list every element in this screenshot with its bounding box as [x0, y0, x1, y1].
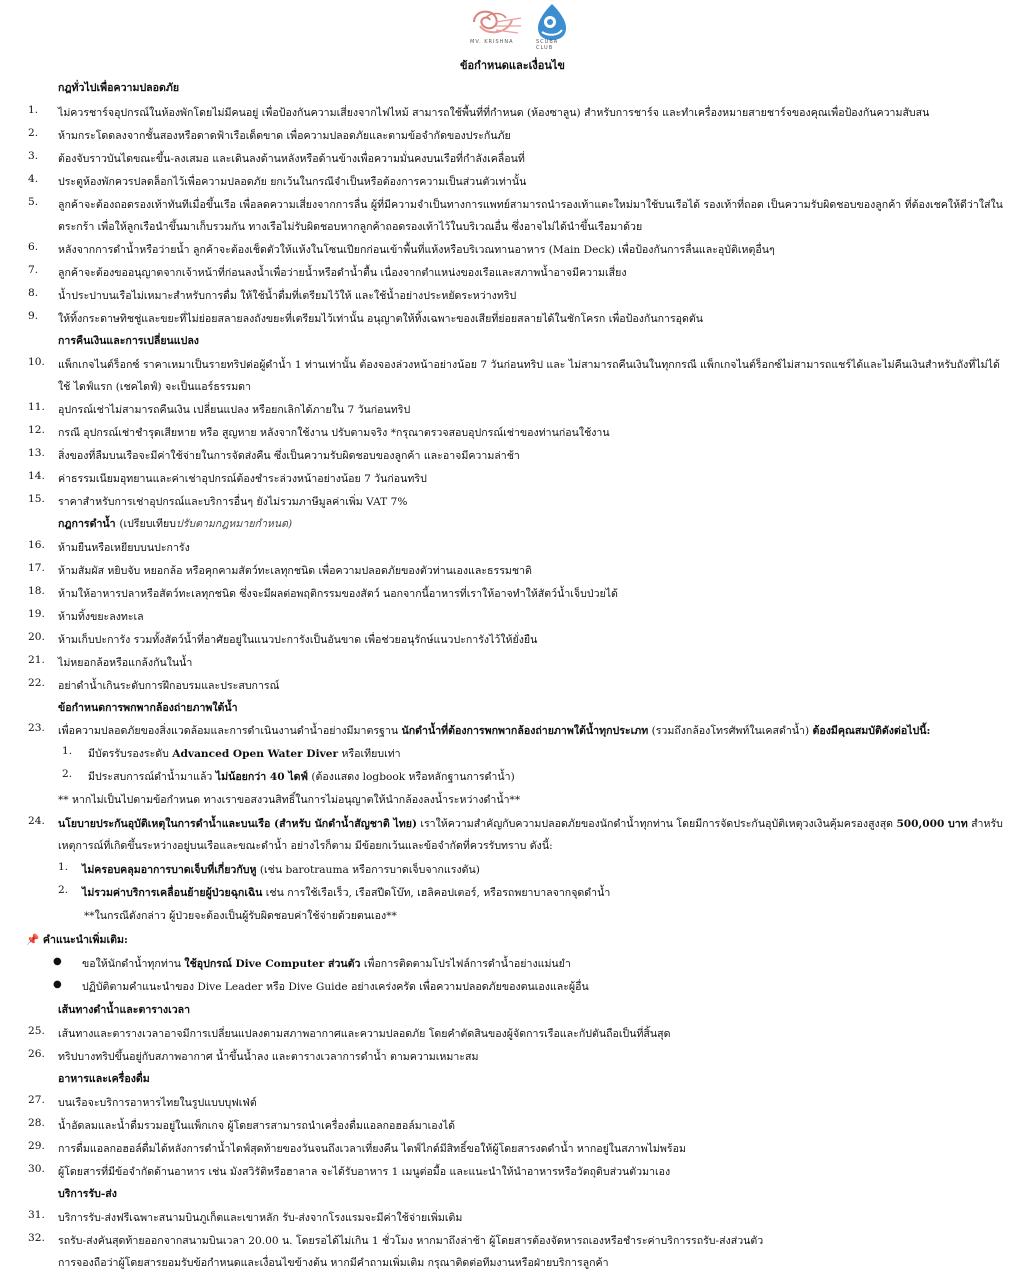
text-run: เช่น การใช้เรือเร็ว, เรือสปีดโบ๊ท, เฮลิคอปเตอร์, หรือรถพยาบาลจากจุดดำน้ำ [265, 887, 611, 899]
item-text: ห้ามกระโดดลงจากชั้นสองหรือดาดฟ้าเรือเด็ดขาด เพื่อความปลอดภัยและตามข้อจำกัดของประกันภัย [58, 130, 511, 142]
item-text: อุปกรณ์เช่าไม่สามารถคืนเงิน เปลี่ยนแปลง หรือยกเลิกได้ภายใน 7 วันก่อนทริป [58, 404, 411, 416]
item-text: เส้นทางและตารางเวลาอาจมีการเปลี่ยนแปลงตามสภาพอากาศและความปลอดภัย โดยคำตัดสินของผู้จัดการเรือและกัปตันถือเป็นที่สิ้นสุด [58, 1028, 671, 1040]
item-text: ห้ามสัมผัส หยิบจับ หยอกล้อ หรือคุกคามสัตว์ทะเลทุกชนิด เพื่อความปลอดภัยของตัวท่านเองและธรรมชาติ [58, 565, 532, 577]
item-text: บริการรับ-ส่งฟรีเฉพาะสนามบินภูเก็ตและเขาหลัก รับ-ส่งจากโรงแรมจะมีค่าใช้จ่ายเพิ่มเติม [58, 1212, 463, 1224]
item-text: กรณี อุปกรณ์เช่าชำรุดเสียหาย หรือ สูญหาย หลังจากใช้งาน ปรับตามจริง *กรุณาตรวจสอบอุปกรณ์เช่าของท่านก่อนใช้งาน [58, 427, 610, 439]
item-number: 30. [28, 1163, 45, 1175]
item-text: ลูกค้าจะต้องถอดรองเท้าทันทีเมื่อขึ้นเรือ เพื่อลดความเสี่ยงจากการลื่น ผู้ที่มีความจำเป็นทางการแพทย์สามารถนำรองเท้าแตะใหม่มาใช้บนเรือได้ รองเท้าที่ถอด เป็นความรับผิดชอบของลูกค้า ที่ต้องเชคให้ดีว่าใส่ใน [58, 199, 1003, 211]
item-number: 4. [28, 173, 39, 185]
section-heading-tips [26, 931, 128, 948]
item-number: 28. [28, 1117, 45, 1129]
text-run-bold: ใช้อุปกรณ์ Dive Computer ส่วนตัว [184, 958, 361, 970]
item-number: 26. [28, 1048, 45, 1060]
item-number: 13. [28, 447, 45, 459]
item-number: 11. [28, 401, 45, 413]
item-number: 5. [28, 196, 39, 208]
item-text: ห้ามให้อาหารปลาหรือสัตว์ทะเลทุกชนิด ซึ่งจะมีผลต่อพฤติกรรมของสัตว์ นอกจากนี้อาหารที่เราให้อาจทำให้สัตว์น้ำเจ็บป่วยได้ [58, 588, 618, 600]
item-number: 23. [28, 722, 45, 734]
text-run: เราให้ความสำคัญกับความปลอดภัยของนักดำน้ำทุกท่าน โดยมีการจัดประกันอุบัติเหตุวงเงินคุ้มครองสูงสุด [420, 818, 894, 830]
item-number: 31. [28, 1209, 45, 1221]
text-run: มีประสบการณ์ดำน้ำมาแล้ว [88, 771, 213, 783]
item-text: ห้ามทิ้งขยะลงทะเล [58, 611, 144, 623]
item-number: 22. [28, 677, 45, 689]
item-number: 10. [28, 356, 45, 368]
sub-item-number: 1. [58, 861, 69, 873]
item-text: หลังจากการดำน้ำหรือว่ายน้ำ ลูกค้าจะต้องเช็ดตัวให้แห้งในโซนเปียกก่อนเข้าพื้นที่แห้งหรือบริเวณทานอาหาร (Main Deck) เพื่อป้องกันการลื่นและอุบัติเหตุอื่นๆ [58, 244, 775, 256]
item-text: น้ำประปาบนเรือไม่เหมาะสำหรับการดื่ม ให้ใช้น้ำดื่มที่เตรียมไว้ให้ และใช้น้ำอย่างประหยัดระหว่างทริป [58, 290, 517, 302]
section-heading-camera: ข้อกำหนดการพกพากล้องถ่ายภาพใต้น้ำ [58, 702, 238, 714]
tips-heading-text: คำแนะนำเพิ่มเติม: [42, 934, 128, 946]
dive-rules-note: (เปรียบเทียบ [119, 518, 176, 530]
section-heading-route: เส้นทางดำน้ำและตารางเวลา [58, 1004, 191, 1016]
item-text-continued: ตระกร้า เพื่อให้ลูกเรือนำขึ้นมาเก็บรวมกัน ทางเรือไม่รับผิดชอบหากลูกค้าถอดรองเท้าไว้ในบริเวณอื่น ซึ่งอาจไม่ได้นำขึ้นเรือมาด้วย [58, 221, 643, 233]
sub-item-text [82, 884, 610, 901]
pushpin-icon: 📌 [26, 934, 40, 946]
item-number: 27. [28, 1094, 45, 1106]
item-text: แพ็กเกจไนต์ร็อกซ์ ราคาเหมาเป็นรายทริปต่อผู้ดำน้ำ 1 ท่านเท่านั้น ต้องจองล่วงหน้าอย่างน้อย 7 วันก่อนทริป และ ไม่สามารถคืนเงินในทุกกรณี แพ็กเกจไนต์ร็อกซ์ไม่สามารถแชร์ได้และไม่คืนเงินสำหรับถังที่ไม่ได้ [58, 359, 1000, 371]
item-text: สิ่งของที่ลืมบนเรือจะมีค่าใช้จ่ายในการจัดส่งคืน ซึ่งเป็นความรับผิดชอบของลูกค้า และอาจมีความล่าช้า [58, 450, 520, 462]
dive-rules-note-italic: ปรับตามกฎหมายกำหนด) [175, 518, 293, 530]
sub-item-number: 2. [58, 884, 69, 896]
section-heading-transfer: บริการรับ-ส่ง [58, 1188, 117, 1200]
item-text: ลูกค้าจะต้องขออนุญาตจากเจ้าหน้าที่ก่อนลงน้ำเพื่อว่ายน้ำหรือดำน้ำตื้น เนื่องจากตำแหน่งของเรือและสภาพน้ำอาจมีความเสี่ยง [58, 267, 627, 279]
sub-item-number: 2. [62, 768, 73, 780]
item-text: ไม่ควรชาร์จอุปกรณ์ในห้องพักโดยไม่มีคนอยู่ เพื่อป้องกันความเสี่ยงจากไฟไหม้ สามารถใช้พื้นที่ที่กำหนด (ห้องซาลูน) สำหรับการชาร์จ และทำเครื่องหมายสายชาร์จของคุณเพื่อป้องกันความสับสน [58, 107, 930, 119]
item-text: ไม่หยอกล้อหรือแกล้งกันในน้ำ [58, 657, 193, 669]
text-run: สำหรับ [971, 818, 1003, 830]
item-number: 14. [28, 470, 45, 482]
logo-text-right: SCUBA CLUB [536, 39, 559, 51]
item-text-continued: เหตุการณ์ที่เกิดขึ้นระหว่างอยู่บนเรือและขณะดำน้ำ อย่างไรก็ตาม มีข้อยกเว้นและข้อจำกัดที่ควรรับทราบ ดังนี้: [58, 840, 553, 852]
text-run-bold: ไม่น้อยกว่า 40 ไดฟ์ [215, 771, 309, 783]
text-run-bold: นโยบายประกันอุบัติเหตุในการดำน้ำและบนเรือ (สำหรับ นักดำน้ำสัญชาติ ไทย) [58, 818, 417, 830]
text-run-bold: นักดำน้ำที่ต้องการพกพากล้องถ่ายภาพใต้น้ำทุกประเภท [401, 725, 649, 737]
item-text: รถรับ-ส่งคันสุดท้ายออกจากสนามบินเวลา 20.00 น. โดยรอได้ไม่เกิน 1 ชั่วโมง หากมาถึงล่าช้า ผู้โดยสารต้องจัดหารถเองหรือชำระค่าบริการรถรับ-ส่งส่วนตัว [58, 1235, 764, 1247]
item-number: 2. [28, 127, 39, 139]
section-heading-refund: การคืนเงินและการเปลี่ยนแปลง [58, 335, 199, 347]
item-number: 25. [28, 1025, 45, 1037]
item-number: 20. [28, 631, 45, 643]
text-run: (เช่น barotrauma หรือการบาดเจ็บจากแรงดัน) [259, 864, 480, 876]
camera-note: ** หากไม่เป็นไปตามข้อกำหนด ทางเราขอสงวนสิทธิ์ในการไม่อนุญาตให้นำกล้องลงน้ำระหว่างดำน้ำ** [58, 794, 521, 806]
item-number: 12. [28, 424, 45, 436]
tip-text: ปฏิบัติตามคำแนะนำของ Dive Leader หรือ Dive Guide อย่างเคร่งครัด เพื่อความปลอดภัยของตนเองและผู้อื่น [82, 981, 589, 993]
item-number: 17. [28, 562, 45, 574]
item-text: ประตูห้องพักควรปลดล็อกไว้เพื่อความปลอดภัย ยกเว้นในกรณีจำเป็นหรือต้องการความเป็นส่วนตัวเท่านั้น [58, 176, 527, 188]
item-number: 15. [28, 493, 45, 505]
header-logos [462, 2, 574, 50]
item-text: ให้ทิ้งกระดาษทิชชู่และขยะที่ไม่ย่อยสลายลงถังขยะที่เตรียมไว้เท่านั้น อนุญาตให้ทิ้งเฉพาะของเสียที่ย่อยสลายได้ในชักโครก เพื่อป้องกันการอุดตัน [58, 313, 703, 325]
bullet-icon: ● [53, 956, 62, 967]
item-number: 6. [28, 241, 39, 253]
item-text: ทริปบางทริปขึ้นอยู่กับสภาพอากาศ น้ำขึ้นน้ำลง และตารางเวลาการดำน้ำ ตามความเหมาะสม [58, 1051, 479, 1063]
item-number: 16. [28, 539, 45, 551]
text-run: มีบัตรรับรองระดับ [88, 748, 169, 760]
item-text: บนเรือจะบริการอาหารไทยในรูปแบบบุฟเฟ่ต์ [58, 1097, 257, 1109]
text-run: เพื่อการติดตามโปรไฟล์การดำน้ำอย่างแม่นยำ [363, 958, 571, 970]
text-run-bold: ต้องมีคุณสมบัติดังต่อไปนี้: [812, 725, 931, 737]
sub-item-text [88, 768, 515, 785]
item-text: น้ำอัดลมและน้ำดื่มรวมอยู่ในแพ็กเกจ ผู้โดยสารสามารถนำเครื่องดื่มแอลกอฮอล์มาเองได้ [58, 1120, 456, 1132]
item-text: ค่าธรรมเนียมอุทยานและค่าเช่าอุปกรณ์ต้องชำระล่วงหน้าอย่างน้อย 7 วันก่อนทริป [58, 473, 427, 485]
section-heading-safety: กฎทั่วไปเพื่อความปลอดภัย [58, 82, 180, 94]
insurance-note: **ในกรณีดังกล่าว ผู้ป่วยจะต้องเป็นผู้รับผิดชอบค่าใช้จ่ายด้วยตนเอง** [84, 910, 397, 922]
item-number: 18. [28, 585, 45, 597]
text-run: ขอให้นักดำน้ำทุกท่าน [82, 958, 182, 970]
item-number: 19. [28, 608, 45, 620]
tip-text [82, 955, 571, 972]
item-number: 7. [28, 264, 39, 276]
text-run: (รวมถึงกล้องโทรศัพท์ในเคสดำน้ำ) [651, 725, 810, 737]
item-text: อย่าดำน้ำเกินระดับการฝึกอบรมและประสบการณ์ [58, 680, 280, 692]
text-run: (ต้องแสดง logbook หรือหลักฐานการดำน้ำ) [311, 771, 515, 783]
text-run-bold: ไม่ครอบคลุมอาการบาดเจ็บที่เกี่ยวกับหู [82, 864, 257, 876]
item-text: การดื่มแอลกอฮอล์ดื่มได้หลังการดำน้ำไดฟ์สุดท้ายของวันจนถึงเวลาเที่ยงคืน ไดฟ์ไกด์มีสิทธิ์ขอให้ผู้โดยสารงดดำน้ำ หากอยู่ในสภาพไม่พร้อม [58, 1143, 686, 1155]
item-text-continued: การจองถือว่าผู้โดยสารยอมรับข้อกำหนดและเงื่อนไขข้างต้น หากมีคำถามเพิ่มเติม กรุณาติดต่อทีมงานหรือฝ่ายบริการลูกค้า [58, 1257, 609, 1269]
item-text: ต้องจับราวบันไดขณะขึ้น-ลงเสมอ และเดินลงด้านหลังหรือด้านข้างเพื่อความมั่นคงบนเรือที่กำลังเคลื่อนที่ [58, 153, 525, 165]
sub-item-text [88, 745, 401, 762]
item-text-23 [58, 722, 930, 739]
sub-item-number: 1. [62, 745, 73, 757]
item-number: 8. [28, 287, 39, 299]
text-run-bold: Advanced Open Water Diver [172, 748, 339, 760]
scuba-club-logo-icon [532, 2, 572, 42]
sub-item-text [82, 861, 480, 878]
item-text-24 [58, 815, 1003, 832]
item-text: ผู้โดยสารที่มีข้อจำกัดด้านอาหาร เช่น มังสวิรัติหรือฮาลาล จะได้รับอาหาร 1 เมนูต่อมื้อ และแนะนำให้นำอาหารหรือวัตถุดิบส่วนตัวมาเอง [58, 1166, 671, 1178]
section-heading-food: อาหารและเครื่องดื่ม [58, 1073, 150, 1085]
logo-text-left: MV. KRISHNA [470, 39, 514, 45]
page-title: ข้อกำหนดและเงื่อนไข [460, 59, 565, 72]
dive-rules-heading-text: กฎการดำน้ำ [58, 518, 116, 530]
item-number: 29. [28, 1140, 45, 1152]
item-number: 32. [28, 1232, 45, 1244]
text-run: หรือเทียบเท่า [341, 748, 401, 760]
item-number: 24. [28, 815, 45, 827]
bullet-icon: ● [53, 979, 62, 990]
section-heading-dive-rules [58, 515, 292, 532]
item-text: ห้ามเก็บปะการัง รวมทั้งสัตว์น้ำที่อาศัยอยู่ในแนวปะการังเป็นอันขาด เพื่อช่วยอนุรักษ์แนวปะการังไว้ให้ยั่งยืน [58, 634, 538, 646]
item-number: 3. [28, 150, 39, 162]
text-run-bold: 500,000 บาท [896, 818, 968, 830]
item-number: 21. [28, 654, 45, 666]
text-run-bold: ไม่รวมค่าบริการเคลื่อนย้ายผู้ป่วยฉุกเฉิน [82, 887, 263, 899]
krishna-logo-icon [466, 4, 526, 40]
item-text: ห้ามยืนหรือเหยียบบนปะการัง [58, 542, 190, 554]
item-text: ราคาสำหรับการเช่าอุปกรณ์และบริการอื่นๆ ยังไม่รวมภาษีมูลค่าเพิ่ม VAT 7% [58, 496, 408, 508]
item-text-continued: ใช้ ไดฟ์แรก (เชคไดฟ์) จะเป็นแอร์ธรรมดา [58, 381, 251, 393]
item-number: 9. [28, 310, 39, 322]
text-run: เพื่อความปลอดภัยของสิ่งแวดล้อมและการดำเนินงานดำน้ำอย่างมีมาตรฐาน [58, 725, 399, 737]
item-number: 1. [28, 104, 39, 116]
